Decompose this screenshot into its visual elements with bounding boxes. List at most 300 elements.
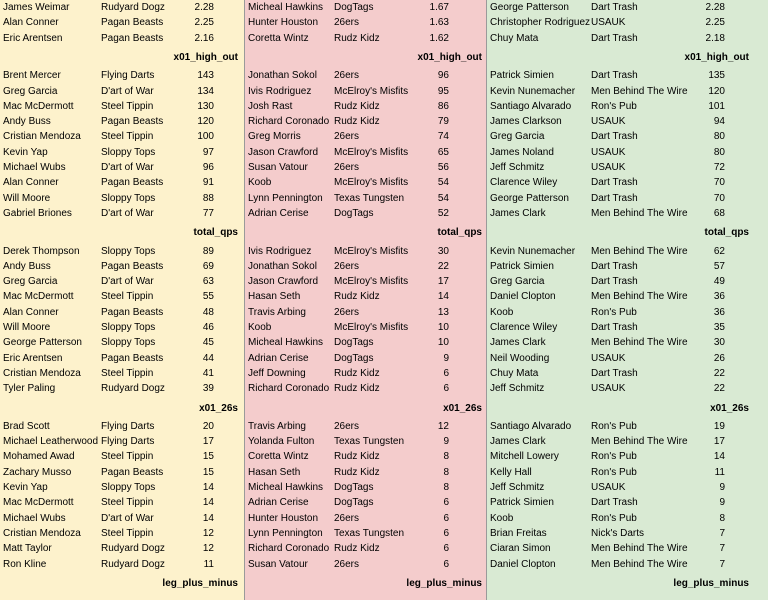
player-name: Christopher Rodriguez — [490, 17, 591, 29]
player-name: Derek Thompson — [3, 245, 80, 257]
stat-value: 7 — [719, 543, 725, 555]
stat-value: 46 — [202, 322, 214, 333]
section-title: x01_26s — [199, 402, 238, 414]
player-name: Cristian Mendoza — [3, 527, 81, 539]
section-title: x01_26s — [710, 402, 749, 414]
stat-value: 22 — [437, 260, 449, 272]
table-row — [487, 541, 768, 556]
table-row — [245, 480, 486, 495]
table-row — [487, 366, 768, 381]
table-row — [245, 449, 486, 464]
table-row — [487, 31, 768, 46]
table-row — [0, 305, 244, 320]
stat-value: 17 — [713, 436, 725, 448]
table-row — [245, 206, 486, 221]
stat-value: 45 — [202, 337, 214, 349]
column-division-2 — [245, 0, 487, 600]
team-name: Steel Tippin — [101, 497, 154, 509]
stat-value: 56 — [437, 162, 449, 173]
table-row — [0, 191, 244, 206]
section-title: total_qps — [193, 227, 238, 239]
team-name: Ron's Pub — [591, 100, 637, 112]
player-name: Greg Garcia — [3, 276, 58, 288]
table-row — [245, 351, 486, 366]
stat-value: 11 — [203, 558, 214, 570]
stat-value: 10 — [437, 322, 449, 333]
team-name: USAUK — [591, 352, 626, 364]
stat-value: 14 — [202, 512, 214, 524]
table-row — [245, 434, 486, 449]
table-row — [0, 259, 244, 274]
stat-value: 95 — [437, 85, 449, 97]
team-name: Men Behind The Wire — [591, 85, 688, 97]
section-header — [0, 401, 244, 416]
team-name: Pagan Beasts — [101, 466, 164, 478]
table-row — [487, 175, 768, 190]
table-row — [0, 289, 244, 304]
stat-value: 1.63 — [429, 17, 449, 29]
player-name: Andy Buss — [3, 116, 51, 128]
table-row — [0, 160, 244, 175]
stat-value: 135 — [708, 70, 725, 82]
table-row — [487, 206, 768, 221]
stat-value: 6 — [443, 527, 449, 539]
stat-value: 10 — [437, 337, 449, 349]
table-row — [245, 526, 486, 541]
stat-value: 11 — [714, 466, 725, 478]
stat-value: 1.62 — [429, 32, 449, 44]
team-name: Men Behind The Wire — [591, 543, 688, 555]
table-row — [487, 114, 768, 129]
table-row — [0, 449, 244, 464]
table-row — [245, 114, 486, 129]
player-name: James Noland — [490, 146, 554, 158]
table-row — [487, 259, 768, 274]
player-name: Gabriel Briones — [3, 207, 72, 219]
player-name: Mac McDermott — [3, 291, 74, 303]
stat-value: 74 — [437, 131, 449, 143]
team-name: Flying Darts — [101, 436, 155, 448]
table-row — [245, 68, 486, 83]
stat-value: 120 — [197, 116, 214, 128]
player-name: Eric Arentsen — [3, 32, 63, 44]
stat-value: 2.25 — [705, 17, 725, 29]
table-row — [0, 366, 244, 381]
team-name: D'art of War — [101, 512, 154, 524]
team-name: Sloppy Tops — [101, 337, 156, 349]
stat-value: 86 — [437, 100, 449, 112]
player-name: James Clark — [490, 207, 546, 219]
player-name: Jonathan Sokol — [248, 70, 317, 82]
team-name: Dart Trash — [591, 177, 638, 189]
table-row — [245, 175, 486, 190]
stat-value: 35 — [713, 322, 725, 333]
player-name: Will Moore — [3, 322, 51, 333]
player-name: Coretta Wintz — [248, 32, 309, 44]
team-name: 26ers — [334, 260, 360, 272]
section-title: x01_high_out — [173, 51, 238, 63]
team-name: 26ers — [334, 420, 360, 432]
section-title: leg_plus_minus — [406, 577, 482, 589]
stat-value: 2.18 — [705, 32, 725, 44]
player-name: Tyler Paling — [3, 383, 56, 395]
team-name: Steel Tippin — [101, 131, 154, 143]
player-name: Kevin Nunemacher — [490, 85, 576, 97]
team-name: Dart Trash — [591, 260, 638, 272]
team-name: USAUK — [591, 482, 626, 493]
team-name: Rudz Kidz — [334, 383, 380, 395]
table-row — [245, 99, 486, 114]
table-row — [245, 0, 486, 15]
player-name: Koob — [490, 512, 514, 524]
team-name: Rudz Kidz — [334, 100, 380, 112]
team-name: DogTags — [334, 207, 374, 219]
table-row — [245, 84, 486, 99]
team-name: USAUK — [591, 116, 626, 128]
table-row — [245, 305, 486, 320]
table-row — [245, 541, 486, 556]
player-name: Susan Vatour — [248, 558, 308, 570]
team-name: USAUK — [591, 17, 626, 29]
stat-value: 6 — [443, 543, 449, 555]
team-name: Steel Tippin — [101, 367, 154, 379]
stat-value: 2.16 — [194, 32, 214, 44]
team-name: Rudyard Dogz — [101, 543, 165, 555]
team-name: D'art of War — [101, 207, 154, 219]
section-header — [0, 225, 244, 240]
stat-value: 14 — [713, 451, 725, 463]
team-name: Dart Trash — [591, 32, 638, 44]
team-name: DogTags — [334, 352, 374, 364]
team-name: McElroy's Misfits — [334, 177, 409, 189]
team-name: DogTags — [334, 482, 374, 493]
team-name: Texas Tungsten — [334, 192, 405, 204]
section-title: total_qps — [704, 227, 749, 239]
player-name: Zachary Musso — [3, 466, 72, 478]
player-name: Kelly Hall — [490, 466, 532, 478]
stat-value: 13 — [437, 306, 449, 318]
team-name: Rudyard Dogz — [101, 2, 165, 13]
team-name: 26ers — [334, 306, 360, 318]
team-name: McElroy's Misfits — [334, 322, 409, 333]
stat-value: 6 — [443, 383, 449, 395]
stat-value: 36 — [713, 291, 725, 303]
table-row — [487, 320, 768, 335]
player-name: Micheal Hawkins — [248, 482, 324, 493]
player-name: Mac McDermott — [3, 497, 74, 509]
team-name: Texas Tungsten — [334, 527, 405, 539]
team-name: Rudyard Dogz — [101, 558, 165, 570]
player-name: Brent Mercer — [3, 70, 61, 82]
table-row — [0, 145, 244, 160]
player-name: Jeff Schmitz — [490, 383, 545, 395]
team-name: Ron's Pub — [591, 451, 637, 463]
player-name: Clarence Wiley — [490, 177, 558, 189]
stat-value: 12 — [202, 527, 214, 539]
stat-value: 70 — [713, 192, 725, 204]
section-header — [245, 225, 486, 240]
player-name: Jeff Downing — [248, 367, 306, 379]
table-row — [245, 465, 486, 480]
stat-value: 6 — [443, 497, 449, 509]
stat-value: 19 — [713, 420, 725, 432]
stat-value: 14 — [437, 291, 449, 303]
table-row — [487, 274, 768, 289]
table-row — [0, 129, 244, 144]
table-row — [487, 84, 768, 99]
table-row — [487, 160, 768, 175]
stat-value: 8 — [719, 512, 725, 524]
table-row — [487, 289, 768, 304]
table-row — [487, 511, 768, 526]
team-name: Steel Tippin — [101, 527, 154, 539]
team-name: Ron's Pub — [591, 420, 637, 432]
table-row — [245, 15, 486, 30]
player-name: Travis Arbing — [248, 420, 306, 432]
section-title: total_qps — [437, 227, 482, 239]
player-name: Mitchell Lowery — [490, 451, 559, 463]
table-row — [245, 381, 486, 396]
table-row — [487, 335, 768, 350]
stat-value: 30 — [713, 337, 725, 349]
team-name: 26ers — [334, 558, 360, 570]
table-row — [245, 31, 486, 46]
table-row — [0, 84, 244, 99]
team-name: Nick's Darts — [591, 527, 645, 539]
table-row — [245, 495, 486, 510]
team-name: Rudz Kidz — [334, 291, 380, 303]
team-name: 26ers — [334, 131, 360, 143]
team-name: 26ers — [334, 70, 360, 82]
stat-value: 6 — [443, 367, 449, 379]
team-name: Men Behind The Wire — [591, 558, 688, 570]
stat-value: 89 — [202, 245, 214, 257]
section-header — [245, 50, 486, 65]
player-name: George Patterson — [490, 192, 569, 204]
stat-value: 101 — [708, 100, 725, 112]
stat-value: 14 — [202, 497, 214, 509]
player-name: Cristian Mendoza — [3, 131, 81, 143]
stat-value: 130 — [197, 100, 214, 112]
stat-value: 20 — [202, 420, 214, 432]
player-name: Jonathan Sokol — [248, 260, 317, 272]
team-name: Dart Trash — [591, 131, 638, 143]
team-name: USAUK — [591, 383, 626, 395]
table-row — [0, 480, 244, 495]
table-row — [245, 366, 486, 381]
stat-value: 68 — [713, 207, 725, 219]
table-row — [0, 511, 244, 526]
player-name: Daniel Clopton — [490, 558, 556, 570]
team-name: Flying Darts — [101, 70, 155, 82]
table-row — [0, 526, 244, 541]
stat-value: 80 — [713, 131, 725, 143]
player-name: Jeff Schmitz — [490, 482, 545, 493]
section-header — [245, 576, 486, 591]
table-row — [487, 68, 768, 83]
stat-value: 2.28 — [705, 2, 725, 13]
team-name: McElroy's Misfits — [334, 245, 409, 257]
table-row — [487, 244, 768, 259]
stat-value: 143 — [197, 70, 214, 82]
player-name: Jason Crawford — [248, 146, 319, 158]
table-row — [0, 495, 244, 510]
player-name: Daniel Clopton — [490, 291, 556, 303]
table-row — [245, 145, 486, 160]
stat-value: 8 — [443, 451, 449, 463]
team-name: Rudz Kidz — [334, 116, 380, 128]
table-row — [487, 305, 768, 320]
player-name: Richard Coronado — [248, 116, 330, 128]
stat-value: 80 — [713, 146, 725, 158]
table-row — [487, 449, 768, 464]
table-row — [245, 191, 486, 206]
team-name: Rudz Kidz — [334, 466, 380, 478]
table-row — [0, 465, 244, 480]
stat-value: 17 — [437, 276, 449, 288]
table-row — [487, 99, 768, 114]
player-name: Patrick Simien — [490, 260, 554, 272]
table-row — [487, 557, 768, 572]
stat-value: 8 — [443, 466, 449, 478]
team-name: Pagan Beasts — [101, 352, 164, 364]
table-row — [245, 335, 486, 350]
player-name: Michael Wubs — [3, 512, 66, 524]
stat-value: 70 — [713, 177, 725, 189]
stat-value: 22 — [713, 383, 725, 395]
player-name: Alan Conner — [3, 17, 59, 29]
team-name: DogTags — [334, 337, 374, 349]
stat-value: 30 — [437, 245, 449, 257]
player-name: James Clarkson — [490, 116, 562, 128]
table-row — [245, 259, 486, 274]
team-name: Men Behind The Wire — [591, 291, 688, 303]
table-row — [245, 244, 486, 259]
table-row — [487, 145, 768, 160]
player-name: Jeff Schmitz — [490, 162, 545, 173]
player-name: Koob — [248, 177, 272, 189]
stat-value: 120 — [708, 85, 725, 97]
section-header — [487, 50, 768, 65]
player-name: Mohamed Awad — [3, 451, 75, 463]
player-name: Chuy Mata — [490, 32, 539, 44]
team-name: 26ers — [334, 162, 360, 173]
team-name: Sloppy Tops — [101, 192, 156, 204]
team-name: McElroy's Misfits — [334, 85, 409, 97]
team-name: Ron's Pub — [591, 466, 637, 478]
team-name: Ron's Pub — [591, 306, 637, 318]
section-header — [245, 401, 486, 416]
player-name: Greg Garcia — [490, 276, 545, 288]
team-name: Rudz Kidz — [334, 543, 380, 555]
table-row — [0, 15, 244, 30]
player-name: Chuy Mata — [490, 367, 539, 379]
stat-value: 69 — [202, 260, 214, 272]
table-row — [0, 68, 244, 83]
stat-value: 52 — [437, 207, 449, 219]
stat-value: 63 — [202, 276, 214, 288]
player-name: Kevin Nunemacher — [490, 245, 576, 257]
table-row — [487, 526, 768, 541]
team-name: Dart Trash — [591, 192, 638, 204]
team-name: Ron's Pub — [591, 512, 637, 524]
team-name: McElroy's Misfits — [334, 276, 409, 288]
stat-value: 15 — [202, 451, 214, 463]
team-name: DogTags — [334, 497, 374, 509]
team-name: Dart Trash — [591, 276, 638, 288]
stat-value: 44 — [202, 352, 214, 364]
stat-value: 12 — [202, 543, 214, 555]
stat-value: 91 — [202, 177, 214, 189]
player-name: Greg Garcia — [3, 85, 58, 97]
table-row — [487, 381, 768, 396]
team-name: Pagan Beasts — [101, 306, 164, 318]
team-name: Men Behind The Wire — [591, 245, 688, 257]
player-name: Richard Coronado — [248, 383, 330, 395]
player-name: George Patterson — [3, 337, 82, 349]
player-name: Richard Coronado — [248, 543, 330, 555]
team-name: Dart Trash — [591, 70, 638, 82]
team-name: Steel Tippin — [101, 100, 154, 112]
player-name: Hunter Houston — [248, 512, 319, 524]
player-name: Koob — [248, 322, 272, 333]
stat-value: 6 — [443, 512, 449, 524]
team-name: DogTags — [334, 2, 374, 13]
player-name: Neil Wooding — [490, 352, 550, 364]
team-name: Dart Trash — [591, 497, 638, 509]
player-name: Santiago Alvarado — [490, 420, 572, 432]
column-division-3 — [487, 0, 768, 600]
team-name: Pagan Beasts — [101, 17, 164, 29]
player-name: Patrick Simien — [490, 70, 554, 82]
team-name: Sloppy Tops — [101, 245, 156, 257]
team-name: Men Behind The Wire — [591, 436, 688, 448]
team-name: D'art of War — [101, 276, 154, 288]
player-name: Andy Buss — [3, 260, 51, 272]
table-row — [245, 320, 486, 335]
stat-value: 2.28 — [194, 2, 214, 13]
stat-value: 9 — [719, 497, 725, 509]
stat-value: 36 — [713, 306, 725, 318]
team-name: Flying Darts — [101, 420, 155, 432]
team-name: Rudz Kidz — [334, 451, 380, 463]
table-row — [0, 31, 244, 46]
stat-value: 57 — [713, 260, 725, 272]
stat-value: 54 — [437, 192, 449, 204]
stat-value: 2.25 — [194, 17, 214, 29]
team-name: USAUK — [591, 162, 626, 173]
table-row — [0, 274, 244, 289]
table-row — [0, 557, 244, 572]
section-title: leg_plus_minus — [673, 577, 749, 589]
player-name: Lynn Pennington — [248, 192, 323, 204]
player-name: Patrick Simien — [490, 497, 554, 509]
table-row — [0, 541, 244, 556]
player-name: Kevin Yap — [3, 482, 48, 493]
section-header — [487, 576, 768, 591]
player-name: Michael Wubs — [3, 162, 66, 173]
team-name: Pagan Beasts — [101, 116, 164, 128]
table-row — [487, 351, 768, 366]
table-row — [0, 114, 244, 129]
player-name: Ron Kline — [3, 558, 47, 570]
table-row — [487, 15, 768, 30]
table-row — [245, 557, 486, 572]
section-title: x01_high_out — [684, 51, 749, 63]
stat-value: 94 — [713, 116, 725, 128]
table-row — [0, 244, 244, 259]
player-name: Susan Vatour — [248, 162, 308, 173]
